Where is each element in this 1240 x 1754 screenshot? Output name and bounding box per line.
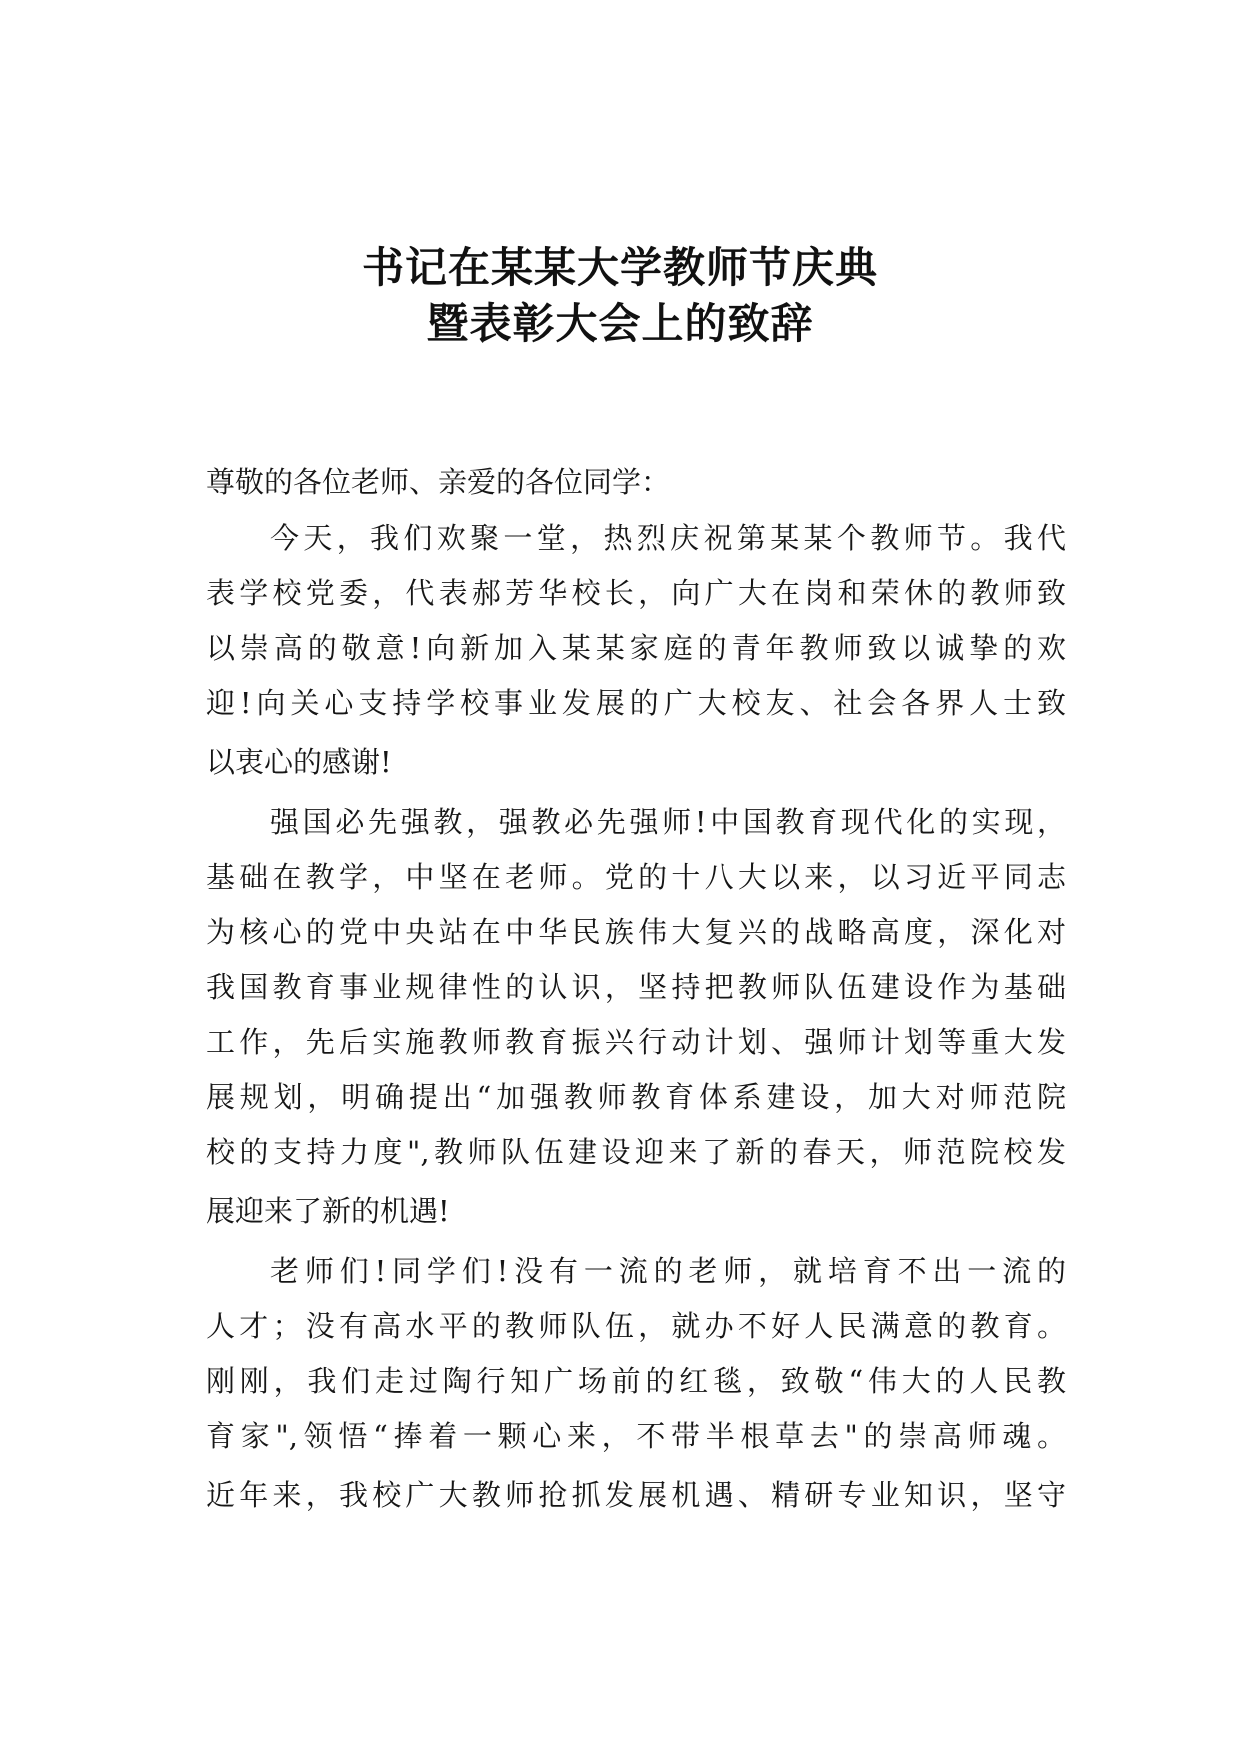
title-line-2: 暨表彰大会上的致辞 <box>426 299 814 348</box>
paragraph-1-line-2: 表学校党委，代表郝芳华校长，向广大在岗和荣休的教师致 <box>206 576 1066 610</box>
paragraph-3-line-1: 老师们!同学们!没有一流的老师，就培育不出一流的 <box>270 1254 1066 1288</box>
paragraph-1-line-1: 今天，我们欢聚一堂，热烈庆祝第某某个教师节。我代 <box>270 521 1066 555</box>
paragraph-1-line-5: 以衷心的感谢! <box>206 745 392 779</box>
paragraph-3-line-4: 育家",领悟“捧着一颗心来，不带半根草去"的崇高师魂。 <box>206 1419 1066 1453</box>
paragraph-2-line-2: 基础在教学，中坚在老师。党的十八大以来，以习近平同志 <box>206 860 1066 894</box>
paragraph-2-line-7: 校的支持力度",教师队伍建设迎来了新的春天，师范院校发 <box>206 1135 1066 1169</box>
title-line-1: 书记在某某大学教师节庆典 <box>361 243 878 292</box>
paragraph-2-line-5: 工作，先后实施教师教育振兴行动计划、强师计划等重大发 <box>206 1025 1066 1059</box>
paragraph-2-line-1: 强国必先强教，强教必先强师!中国教育现代化的实现， <box>270 805 1066 839</box>
paragraph-3-line-3: 刚刚，我们走过陶行知广场前的红毯，致敬“伟大的人民教 <box>206 1364 1066 1398</box>
paragraph-2-line-3: 为核心的党中央站在中华民族伟大复兴的战略高度，深化对 <box>206 915 1066 949</box>
salutation-line: 尊敬的各位老师、亲爱的各位同学： <box>206 465 671 499</box>
paragraph-3-line-5: 近年来，我校广大教师抢抓发展机遇、精研专业知识，坚守 <box>206 1478 1066 1512</box>
paragraph-2-line-8: 展迎来了新的机遇! <box>206 1194 450 1228</box>
paragraph-3-line-2: 人才；没有高水平的教师队伍，就办不好人民满意的教育。 <box>206 1309 1066 1343</box>
paragraph-1-line-4: 迎!向关心支持学校事业发展的广大校友、社会各界人士致 <box>206 686 1066 720</box>
paragraph-1-line-3: 以崇高的敬意!向新加入某某家庭的青年教师致以诚挚的欢 <box>206 631 1066 665</box>
document-title <box>0 240 1240 352</box>
paragraph-2-line-4: 我国教育事业规律性的认识，坚持把教师队伍建设作为基础 <box>206 970 1066 1004</box>
paragraph-2-line-6: 展规划，明确提出“加强教师教育体系建设，加大对师范院 <box>206 1080 1066 1114</box>
